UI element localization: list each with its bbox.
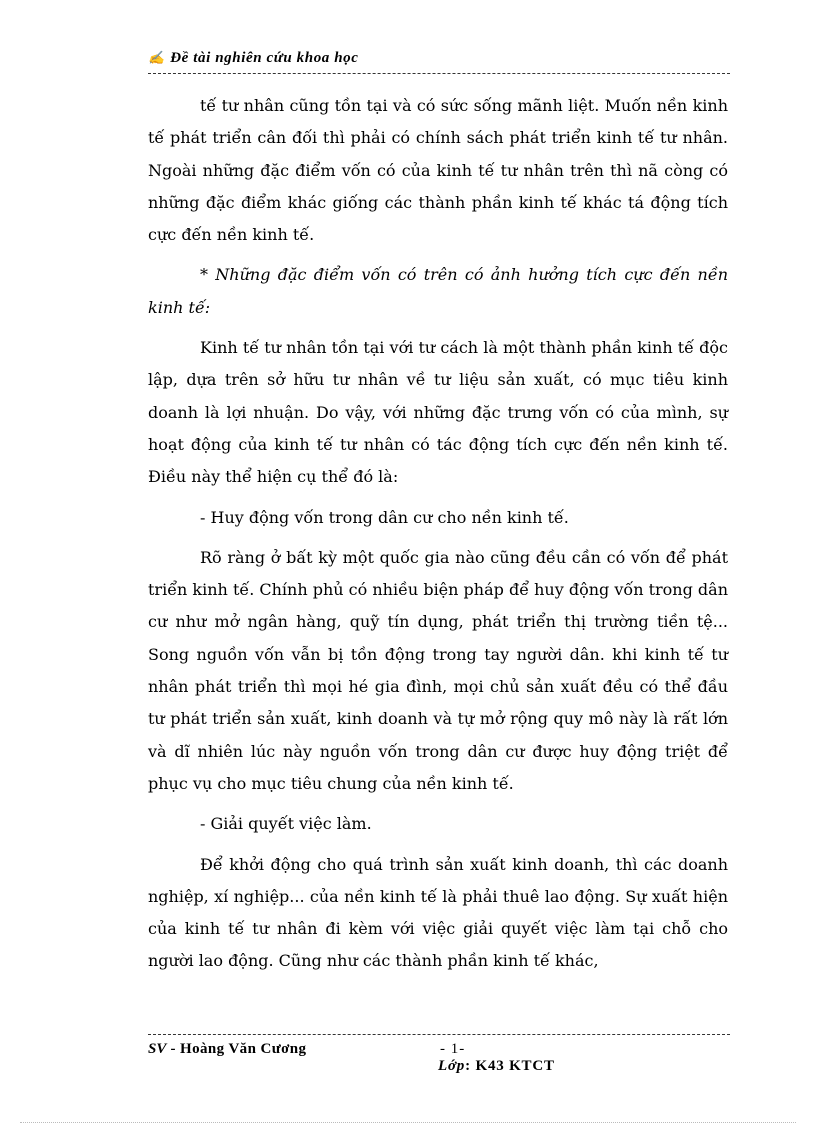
footer-student	[148, 1041, 306, 1058]
header-title: Đề tài nghiên cứu khoa học	[170, 50, 359, 66]
paragraph: tế tư nhân cũng tồn tại và có sức sống mãnh liệt. Muốn nền kinh tế phát triển cân đối thì phải có chính sách phát triển kinh tế tư nhân. Ngoài những đặc điểm vốn có của kinh tế tư nhân trên thì nã còng có những đặc điểm khác giống các thành phần kinh tế khác tá động tích cực đến nền kinh tế.	[148, 96, 728, 245]
footer-divider	[148, 1034, 730, 1035]
bullet-item: - Huy động vốn trong dân cư cho nền kinh tế.	[200, 507, 569, 527]
bullet-item: - Giải quyết việc làm.	[200, 814, 372, 834]
paragraph: Kinh tế tư nhân tồn tại với tư cách là một thành phần kinh tế độc lập, dựa trên sở hữu tư nhân về tư liệu sản xuất, có mục tiêu kinh doanh là lợi nhuận. Do vậy, với những đặc trưng vốn có của mình, sự hoạt động của kinh tế tư nhân có tác động tích cực đến nền kinh tế. Điều này thể hiện cụ thể đó là:	[148, 338, 728, 487]
student-name: - Hoàng Văn Cương	[166, 1041, 307, 1057]
header-divider	[148, 73, 730, 74]
paragraph: Rõ ràng ở bất kỳ một quốc gia nào cũng đều cần có vốn để phát triển kinh tế. Chính phủ có nhiều biện pháp để huy động vốn trong dân cư như mở ngân hàng, quỹ tín dụng, phát triển thị trường tiền tệ... Song nguồn vốn vẫn bị tồn động trong tay người dân. khi kinh tế tư nhân phát triển thì mọi hé gia đình, mọi chủ sản xuất đều có thể đầu tư phát triển sản xuất, kinh doanh và tự mở rộng quy mô này là rất lớn và dĩ nhiên lúc này nguồn vốn trong dân cư được huy động triệt để phục vụ cho mục tiêu chung của nền kinh tế.	[148, 547, 729, 793]
class-value: : K43 KTCT	[465, 1058, 555, 1074]
document-body	[148, 90, 728, 986]
sv-label: SV	[148, 1041, 167, 1057]
class-label: Lớp	[438, 1058, 466, 1074]
page-header	[148, 50, 730, 67]
paragraph: Để khởi động cho quá trình sản xuất kinh doanh, thì các doanh nghiệp, xí nghiệp... của nền kinh tế là phải thuê lao động. Sự xuất hiện của kinh tế tư nhân đi kèm với việc giải quyết việc làm tại chỗ cho người lao động. Cũng như các thành phần kinh tế khác,	[148, 854, 728, 971]
footer-class	[438, 1058, 555, 1075]
page-number: - 1-	[440, 1041, 466, 1057]
italic-heading: * Những đặc điểm vốn có trên có ảnh hưởng tích cực đến nền kinh tế:	[148, 265, 728, 317]
header-line	[148, 50, 730, 67]
pen-writing-icon: ✍	[148, 51, 165, 66]
